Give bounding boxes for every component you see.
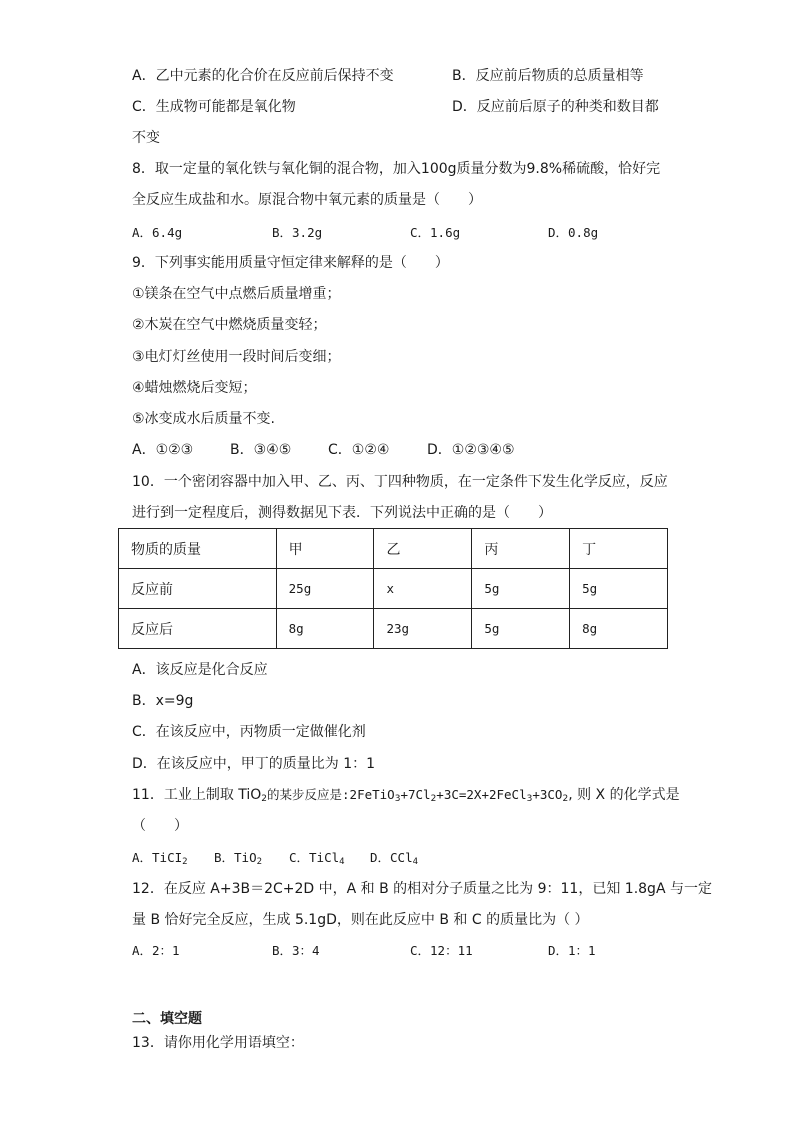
- table-cell: 25g: [276, 569, 374, 609]
- q9-stem: 9．下列事实能用质量守恒定律来解释的是（ ）: [132, 255, 449, 271]
- q12-stem-line1: 12．在反应 A+3B＝2C+2D 中，A 和 B 的相对分子质量之比为 9：11，已知 1.8gA 与一定: [132, 881, 712, 897]
- q11-option-b: [214, 848, 262, 868]
- subscript: 2: [182, 857, 188, 867]
- q9-item-3: ③电灯灯丝使用一段时间后变细；: [132, 349, 341, 365]
- q11-equation: +3C=2X+2FeCl: [436, 787, 527, 802]
- q12-stem-line2: 量 B 恰好完全反应，生成 5.1gD，则在此反应中 B 和 C 的质量比为（ ）: [132, 912, 589, 928]
- q10-stem-line1: 10．一个密闭容器中加入甲、乙、丙、丁四种物质，在一定条件下发生化学反应，反应: [132, 474, 668, 490]
- q12-option-d: D．1：1: [548, 943, 596, 958]
- q10-stem-line2: 进行到一定程度后，测得数据见下表．下列说法中正确的是（ ）: [132, 505, 552, 521]
- q9-option-a: A．①②③: [132, 442, 194, 458]
- q10-option-d: D．在该反应中，甲丁的质量比为 1：1: [132, 756, 376, 772]
- subscript: 2: [261, 794, 268, 804]
- table-row-label: 反应前: [119, 569, 277, 609]
- option-text: A．TiCI: [132, 850, 183, 865]
- table-cell: x: [374, 569, 472, 609]
- q8-option-a: A．6.4g: [132, 225, 183, 240]
- q13-stem: 13．请你用化学用语填空：: [132, 1035, 304, 1051]
- q7-option-d: D．反应前后原子的种类和数目都: [452, 99, 659, 115]
- subscript: 4: [339, 857, 345, 867]
- table-cell: 5g: [472, 609, 570, 649]
- q9-option-c: C．①②④: [328, 442, 390, 458]
- table-header-row: [119, 529, 668, 569]
- q8-stem-line2: 全反应生成盐和水。原混合物中氧元素的质量是（ ）: [132, 192, 482, 208]
- q7-option-b: B．反应前后物质的总质量相等: [452, 68, 644, 84]
- q12-option-b: B．3：4: [272, 943, 320, 958]
- option-text: D．CCl: [370, 850, 413, 865]
- q11-option-a: [132, 848, 188, 868]
- q9-option-b: B．③④⑤: [230, 442, 292, 458]
- table-header-cell: 物质的质量: [119, 529, 277, 569]
- table-header-cell: 乙: [374, 529, 472, 569]
- q10-option-b: B．x=9g: [132, 693, 194, 709]
- q8-stem-line1: 8．取一定量的氧化铁与氧化铜的混合物，加入100g质量分数为9.8%稀硫酸，恰好完: [132, 161, 661, 177]
- q10-option-c: C．在该反应中，丙物质一定做催化剂: [132, 724, 366, 740]
- q9-option-d: D．①②③④⑤: [427, 442, 515, 458]
- table-cell: 8g: [276, 609, 374, 649]
- table-header-cell: 甲: [276, 529, 374, 569]
- table-row: [119, 609, 668, 649]
- q9-item-5: ⑤冰变成水后质量不变.: [132, 411, 276, 427]
- q12-option-c: C．12：11: [410, 943, 473, 958]
- subscript: 2: [562, 794, 569, 804]
- subscript: 2: [430, 794, 437, 804]
- q7-option-c: C．生成物可能都是氧化物: [132, 99, 296, 115]
- subscript: 4: [412, 857, 419, 867]
- table-row: [119, 569, 668, 609]
- q12-option-a: A．2：1: [132, 943, 180, 958]
- q8-option-d: D．0.8g: [548, 225, 599, 240]
- section-title: 二、填空题: [132, 1011, 202, 1027]
- table-header-cell: 丙: [472, 529, 570, 569]
- q10-data-table: [118, 528, 668, 649]
- subscript: 3: [394, 794, 401, 804]
- option-text: B．TiO: [214, 850, 257, 865]
- table-cell: 5g: [570, 569, 668, 609]
- q11-option-c: [289, 848, 345, 868]
- q11-text: , 则 X 的化学式是: [568, 787, 680, 803]
- q9-item-2: ②木炭在空气中燃烧质量变轻；: [132, 317, 327, 333]
- q9-item-4: ④蜡烛燃烧后变短；: [132, 380, 257, 396]
- subscript: 2: [256, 857, 263, 867]
- q11-equation: +7Cl: [400, 787, 431, 802]
- q8-option-c: C．1.6g: [410, 225, 461, 240]
- q11-equation: 的某步反应是:2FeTiO: [267, 787, 395, 802]
- q10-option-a: A．该反应是化合反应: [132, 662, 268, 678]
- q11-stem-line1: [132, 785, 680, 805]
- q11-option-d: [370, 848, 418, 868]
- table-header-cell: 丁: [570, 529, 668, 569]
- q11-equation: +3CO: [532, 787, 563, 802]
- table-row-label: 反应后: [119, 609, 277, 649]
- q8-option-b: B．3.2g: [272, 225, 323, 240]
- subscript: 3: [526, 794, 533, 804]
- table-cell: 8g: [570, 609, 668, 649]
- option-text: C．TiCl: [289, 850, 340, 865]
- q7-option-a: A．乙中元素的化合价在反应前后保持不变: [132, 68, 394, 84]
- q11-stem-line2: （ ）: [132, 818, 188, 834]
- q11-text: 11．工业上制取 TiO: [132, 787, 262, 803]
- q7-option-d-cont: 不变: [132, 130, 160, 146]
- q9-item-1: ①镁条在空气中点燃后质量增重；: [132, 286, 341, 302]
- table-cell: 5g: [472, 569, 570, 609]
- table-cell: 23g: [374, 609, 472, 649]
